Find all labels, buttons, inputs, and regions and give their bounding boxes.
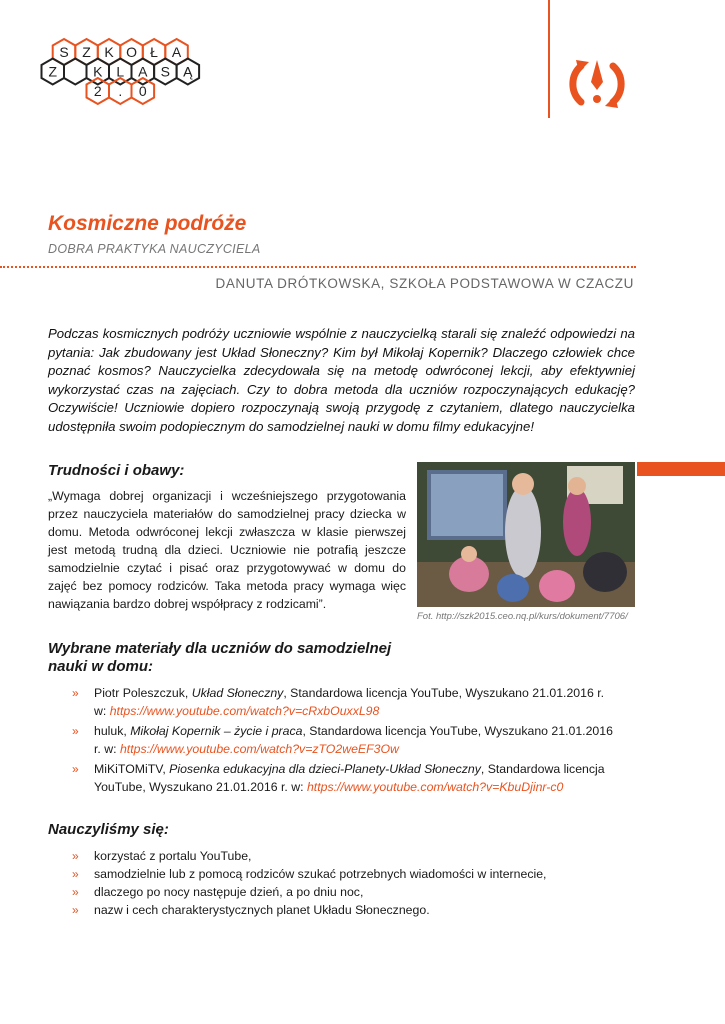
youtube-link[interactable]: https://www.youtube.com/watch?v=KbuDjinr-c0 <box>306 780 564 794</box>
intro-paragraph: Podczas kosmicznych podróży uczniowie wspólnie z nauczycielką starali się znaleźć odpowiedzi na pytania: Jak zbudowany jest Układ Słoneczny? Kim był Mikołaj Kopernik? Dlaczego człowiek chce poznać kosmos? Nauczycielka zdecydowała się na metodę odwróconej lekcji, aby efektywniej wykorzystać czas na zajęciach. Czy to dobra metoda dla uczniów rozpoczynających edukację? Oczywiście! Uczniowie dopiero rozpoczynają swoją przygodę z czytaniem, dlatego nauczycielka udostępniła swoim podopiecznym do samodzielnej nauki w domu filmy edukacyjne! <box>48 326 635 434</box>
svg-text:K: K <box>104 44 114 60</box>
header-divider <box>548 0 550 118</box>
list-item: » nazw i cech charakterystycznych planet Układu Słonecznego. <box>72 903 430 917</box>
logo-hex <box>87 78 110 104</box>
bullet-icon: » <box>72 724 79 738</box>
svg-text:S: S <box>59 44 69 60</box>
bullet-icon: » <box>72 762 79 776</box>
difficulties-heading: Trudności i obawy: <box>48 462 185 479</box>
list-item: » samodzielnie lub z pomocą rodziców szukać potrzebnych wiadomości w internecie, <box>72 867 547 881</box>
bullet-icon: » <box>72 885 79 899</box>
materials-heading: Wybrane materiały dla uczniów do samodzielnej nauki w domu: <box>48 640 392 675</box>
logo-hex <box>109 59 132 85</box>
logo-hex <box>87 59 110 85</box>
svg-text:O: O <box>126 44 137 60</box>
bullet-icon: » <box>72 849 79 863</box>
flipped-lesson-icon <box>567 52 627 116</box>
svg-text:.: . <box>118 83 123 99</box>
logo-hex <box>132 78 155 104</box>
learned-heading: Nauczyliśmy się: <box>48 821 169 838</box>
youtube-link[interactable]: https://www.youtube.com/watch?v=zTO2weEF3Ow <box>119 742 399 756</box>
bullet-icon: » <box>72 686 79 700</box>
list-item: » MiKiTOMiTV, Piosenka edukacyjna dla dzieci-Planety-Układ Słoneczny, Standardowa licencja YouTube, Wyszukano 21.01.2016 r. w: https://www.youtube.com/watch?v=KbuDjinr-c0 <box>72 762 605 794</box>
svg-text:A: A <box>138 63 148 80</box>
materials-list <box>72 684 617 798</box>
logo-hex <box>64 59 87 85</box>
logo-hex <box>132 59 155 85</box>
svg-text:K: K <box>93 63 103 80</box>
youtube-link[interactable]: https://www.youtube.com/watch?v=cRxbOuxxL98 <box>109 704 380 718</box>
svg-text:Ł: Ł <box>150 44 158 60</box>
svg-text:L: L <box>116 63 125 80</box>
svg-text:Z: Z <box>48 63 58 80</box>
dotted-divider <box>0 266 636 268</box>
list-item: » korzystać z portalu YouTube, <box>72 849 252 863</box>
bullet-icon: » <box>72 903 79 917</box>
classroom-photo <box>417 462 635 607</box>
logo-hex <box>154 59 177 85</box>
logo-hex <box>177 59 200 85</box>
bullet-icon: » <box>72 867 79 881</box>
svg-text:0: 0 <box>138 83 147 99</box>
photo-caption: Fot. http://szk2015.ceo.nq.pl/kurs/dokument/7706/ <box>417 611 628 622</box>
svg-text:S: S <box>160 63 170 80</box>
svg-text:Z: Z <box>82 44 91 60</box>
difficulties-quote: „Wymaga dobrej organizacji i wcześniejszego przygotowania przez nauczyciela materiałów do samodzielnej pracy dziecka w domu. Metoda odwróconej lekcji zwłaszcza w klasie pierwszej jest metodą trudną dla dzieci. Uczniowie nie potrafią jeszcze samodzielnie czytać i pisać oraz przygotowywać w domu do zajęć bez pomocy rodziców. Taka metoda pracy wymaga więc nawiązania bardzo dobrej współpracy z rodzicami”. <box>48 489 406 611</box>
svg-text:A: A <box>171 44 182 60</box>
logo-hex <box>109 78 132 104</box>
list-item: » Piotr Poleszczuk, Układ Słoneczny, Standardowa licencja YouTube, Wyszukano 21.01.2016 r. w: https://www.youtube.com/watch?v=cRxbOuxxL98 <box>72 686 605 718</box>
article-title: Kosmiczne podróże <box>48 212 247 235</box>
list-item: » dlaczego po nocy następuje dzień, a po dniu noc, <box>72 885 364 899</box>
article-subtitle: DOBRA PRAKTYKA NAUCZYCIELA <box>48 242 261 256</box>
article-author: DANUTA DRÓTKOWSKA, SZKOŁA PODSTAWOWA W CZACZU <box>215 276 634 291</box>
svg-text:2: 2 <box>93 83 102 99</box>
svg-text:Ą: Ą <box>183 63 193 80</box>
list-item: » huluk, Mikołaj Kopernik – życie i praca, Standardowa licencja YouTube, Wyszukano 21.01.2016 r. w: https://www.youtube.com/watch?v=zTO2weEF3Ow <box>72 724 613 756</box>
learned-list <box>72 847 617 919</box>
accent-bar <box>637 462 725 476</box>
szkola-z-klasa-logo <box>50 38 260 120</box>
logo-hex <box>42 59 65 85</box>
